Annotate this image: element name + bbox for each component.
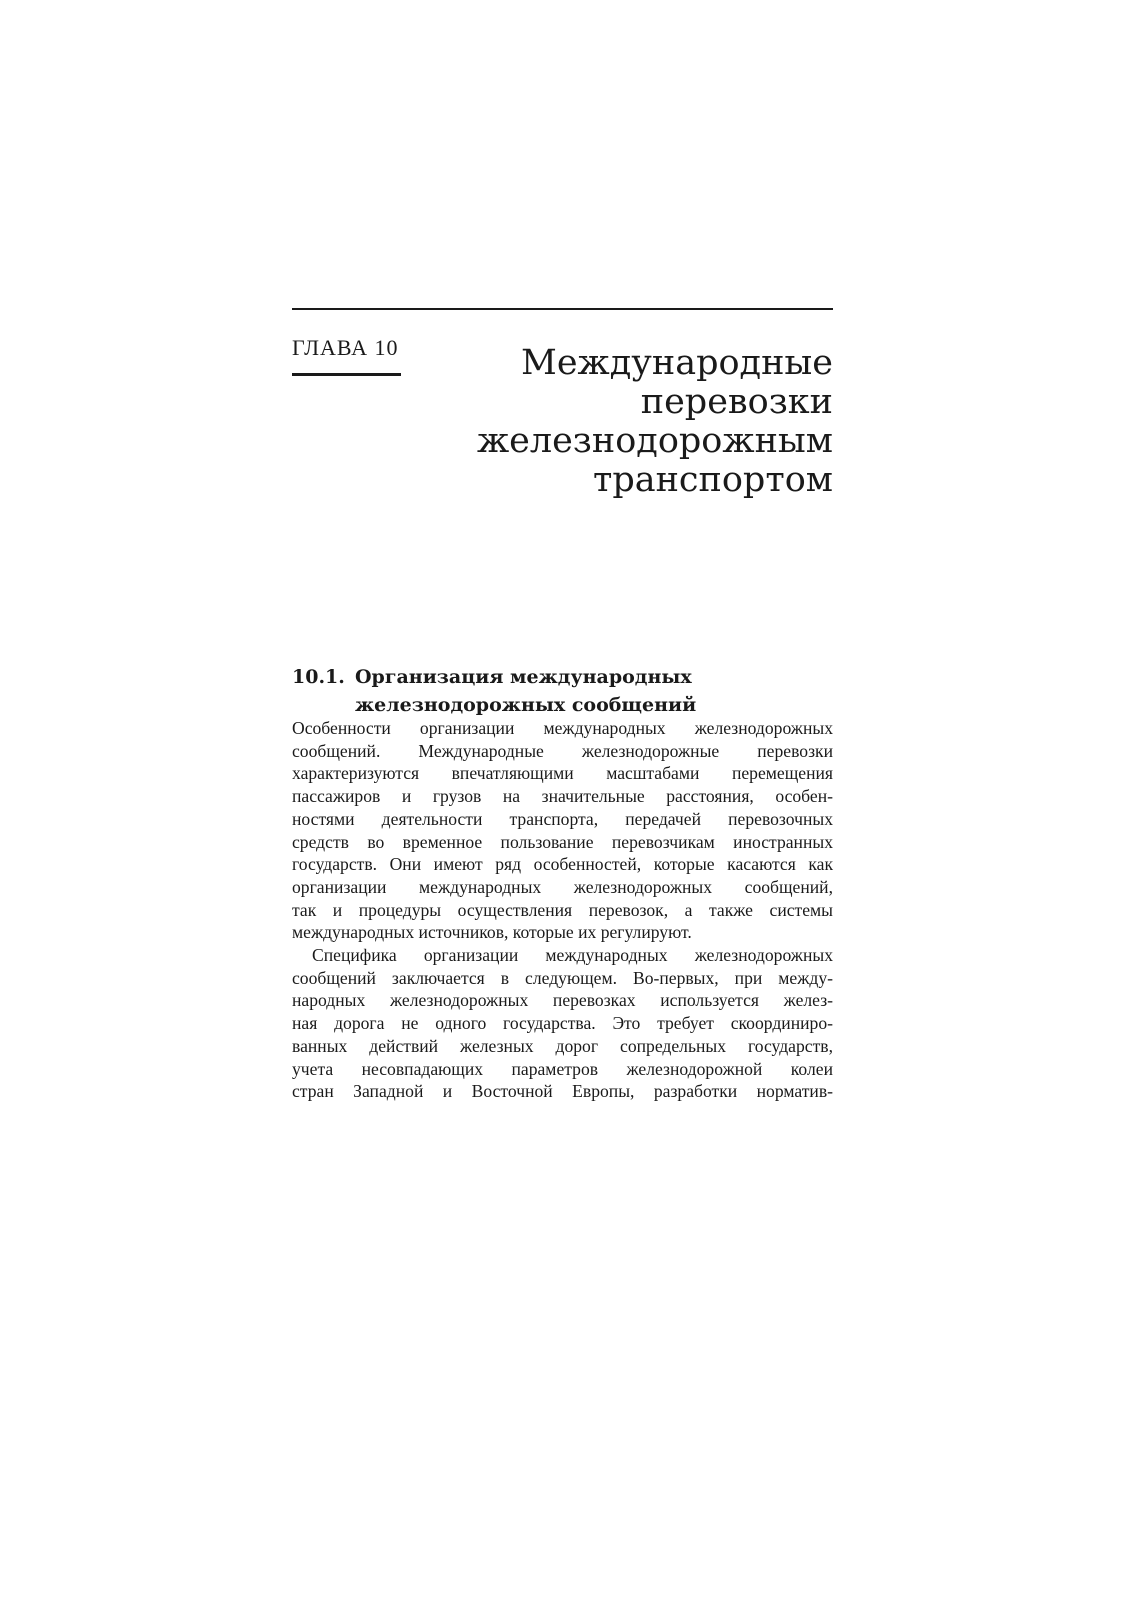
text-line: Особенности организации международных железнодорожных — [292, 718, 833, 738]
text-line: ностями деятельности транспорта, передачей перевозочных — [292, 808, 833, 829]
header-rule — [292, 308, 833, 310]
text-line: сообщений заключается в следующем. Во-первых, при между- — [292, 967, 833, 988]
section-heading — [292, 663, 833, 719]
text-line: характеризуются впечатляющими масштабами перемещения — [292, 763, 833, 784]
body-text — [292, 717, 833, 1103]
text-line: государств. Они имеют ряд особенностей, которые касаются как — [292, 854, 833, 875]
chapter-title-line: перевозки — [640, 382, 833, 422]
text-line: пассажиров и грузов на значительные расстояния, особен- — [292, 786, 833, 807]
paragraph — [292, 717, 833, 944]
chapter-title — [413, 344, 833, 500]
text-line: Специфика организации международных железнодорожных — [312, 945, 833, 966]
text-line: ванных действий железных дорог сопредельных государств, — [292, 1035, 833, 1056]
text-line: сообщений. Международные железнодорожные перевозки — [292, 740, 833, 761]
section-title-line: Организация международных — [355, 666, 692, 688]
text-line: средств во временное пользование перевозчикам иностранных — [292, 831, 833, 852]
text-line: учета несовпадающих параметров железнодорожной колеи — [292, 1058, 833, 1079]
text-line: стран Западной и Восточной Европы, разработки норматив- — [292, 1081, 833, 1102]
text-line: ная дорога не одного государства. Это требует скоординиро- — [292, 1013, 833, 1034]
section-number: 10.1. — [292, 666, 345, 688]
chapter-label: ГЛАВА 10 — [292, 335, 399, 360]
text-line: так и процедуры осуществления перевозок, а также системы — [292, 899, 833, 920]
chapter-label-underline — [292, 373, 401, 376]
text-line: народных железнодорожных перевозках используется желез- — [292, 990, 833, 1011]
chapter-title-line: Международные — [520, 343, 833, 383]
paragraph — [292, 944, 833, 1103]
chapter-title-line: транспортом — [592, 460, 833, 500]
chapter-title-line: железнодорожным — [476, 421, 833, 461]
text-line: международных источников, которые их регулируют. — [292, 922, 692, 943]
text-line: организации международных железнодорожных сообщений, — [292, 876, 833, 897]
section-title-line: железнодорожных сообщений — [355, 694, 697, 716]
